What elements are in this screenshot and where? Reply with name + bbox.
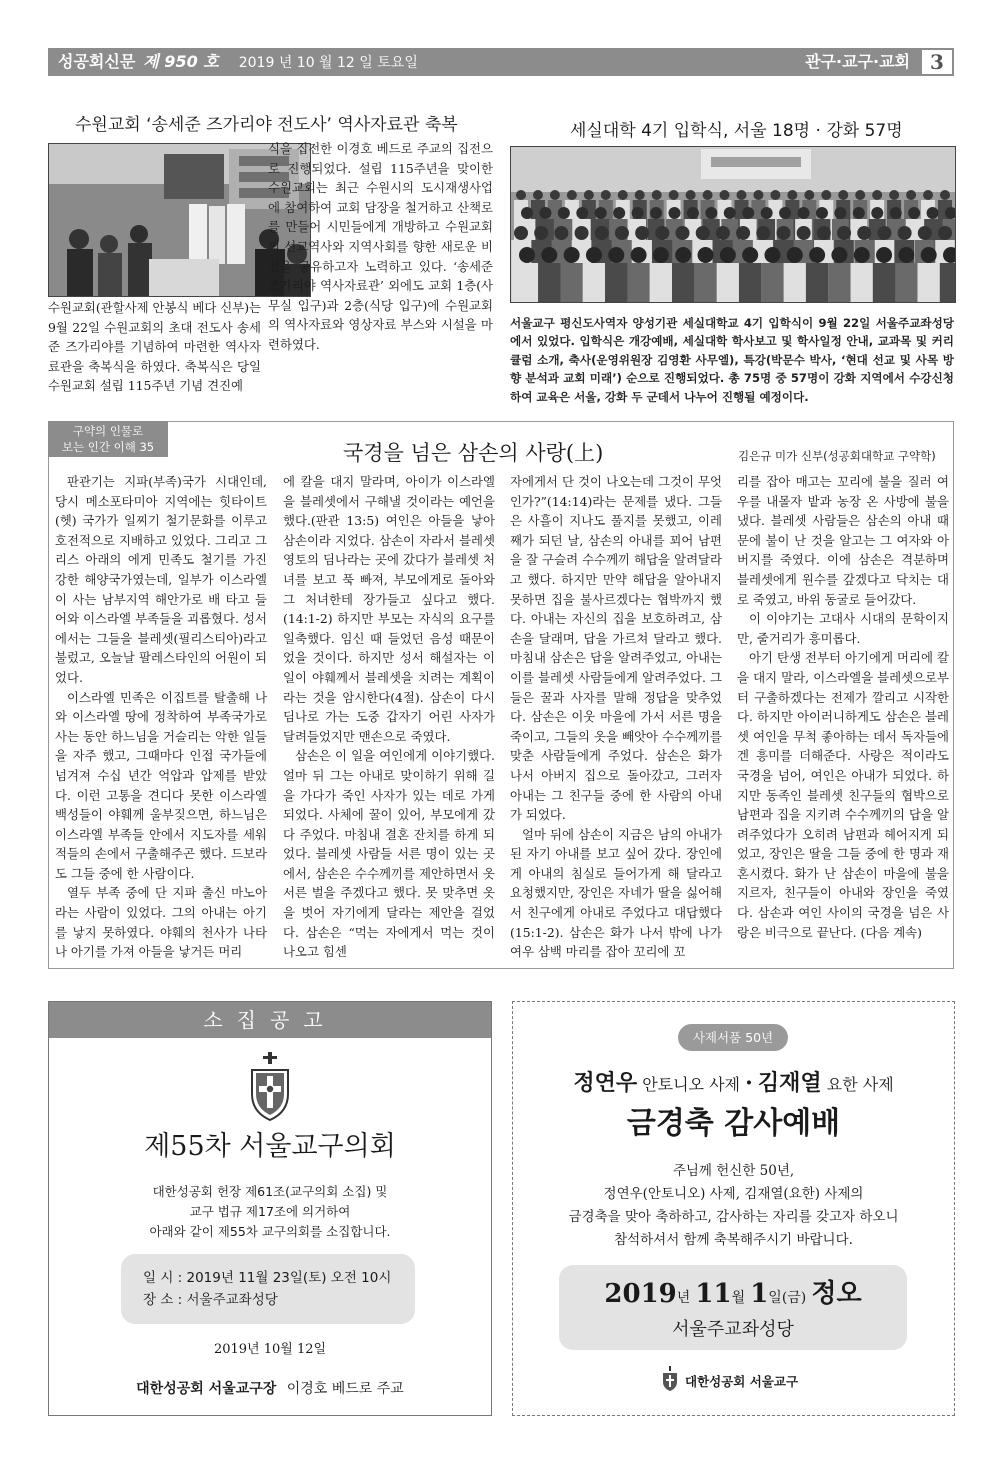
schedule-box [121,1254,415,1324]
series-tag-line2: 보는 인간 이해 35 [61,440,155,454]
article1-col2-text: 식을 집전한 이경호 베드로 주교의 집전으로 진행되었다. 설립 115주년을 맞이한 수원교회는 최근 수원시의 도시재생사업에 참여하여 교회 담장을 철거하고 산책로를 만들어 시민들에게 개방하고 수원교회의 선교역사와 지역사회를 향한 새로운 비전을 공유하고자 노력하고 있다. ‘송세준 즈가리야 역사자료관’ 외에도 교회 1층(사무실 입구)과 2층(식당 입구)에 수원교회의 역사자료와 영상자료 부스와 시설을 마련하였다. [268,141,493,352]
notice-header-bar: 소집공고 [49,1002,491,1038]
group-photo-image [511,147,955,302]
article3-column-1 [55,472,267,962]
article2-caption-box [510,314,954,406]
signature [49,1378,491,1398]
invitation-body: 주님께 헌신한 50년, 정연우(안토니오) 사제, 김재열(요한) 사제의 금경축을 맞아 축하하고, 감사하는 자리를 갖고자 하오니 참석하셔서 함께 축복해주시기 바랍니다. [568,1163,899,1248]
article3-column-3 [510,472,722,962]
cecil-college-photo [510,146,956,303]
paragraph: 판관기는 지파(부족)국가 시대인데, 당시 메소포타미아 지역에는 힛타이트(헷) 국가가 일찌기 철기문화를 이루고 호전적으로 지배하고 있었다. 그리고 그리스 아래의 에게 민족도 철기를 가진 강한 해양국가였는데, 일부가 이스라엘이 사는 남부지역 해안가로 배 타고 들어와 이스라엘 부족들을 괴롭혔다. 성서에서는 그들을 블레셋(필리스티아)라고 불렀고, 오늘날 팔레스타인의 어원이 되었다. [55,474,267,685]
service-date: 2019년 11월 1일(금) 정오 [604,1279,862,1309]
jubilee-invitation [512,1001,955,1416]
article3-author: 김은규 미가 신부(성공회대학교 구약학) [738,449,936,463]
article3-column-2 [283,472,495,962]
paragraph: 이스라엘 민족은 이집트를 탈출해 나와 이스라엘 땅에 정착하여 부족국가로 사는 동안 하느님을 거슬리는 악한 일들을 자주 했고, 그때마다 인접 국가들에 넘겨져 수십 년간 억압과 압제를 받았다. 이런 고통을 견디다 못한 이스라엘 백성들이 야훼께 울부짖으면, 하느님은 이스라엘 부족들 안에서 지도자를 세워 적들의 손에서 구출해주곤 했다. 드보라도 그들 중에 한 사람이다. [55,689,267,881]
article1-col1-text: 수원교회(관할사제 안봉식 베다 신부)는 9월 22일 수원교회의 초대 전도사 송세준 즈가리야를 기념하여 마련한 역사자료관을 축복식을 하였다. 축복식은 당일 수원교회 설립 115주년 기념 견진예 [48,300,261,394]
section-name: 관구·교구·교회 [805,52,910,71]
article1-col1 [48,298,261,396]
signature-name: 이경호 베드로 주교 [286,1381,404,1397]
service-title: 금경축 감사예배 [626,1106,841,1141]
series-tag-line1: 구약의 인물로 [72,424,144,438]
anglican-crest-icon [246,1052,294,1122]
paragraph: 이 이야기는 고대사 시대의 문학이지만, 줄거리가 흥미롭다. [737,611,949,646]
paragraph: 에 칼을 대지 말라며, 아이가 이스라엘을 블레셋에서 구해낼 것이라는 예언을 했다.(판관 13:5) 여인은 아들을 낳아 삼손이라 지었다. 삼손이 자라서 블레셋 영토의 딤나라는 곳에 갔다가 블레셋 처녀를 보고 푹 빠져, 부모에게로 돌아와 그 처녀한테 장가들고 싶다고 했다.(14:1-2) 하지만 부모는 자식의 요구를 일축했다. 임신 때 들었던 음성 때문이었을 것이다. 하지만 성서 해설자는 이 일이 야훼께서 블레셋을 치려는 계획이라는 것을 암시한다(4절). 삼손이 다시 딤나로 가는 도중 갑자기 어린 사자가 달려들었지만 맨손으로 죽였다. [283,474,495,744]
series-tag [48,421,168,457]
page-header [48,48,954,76]
notice-body: 대한성공회 헌장 제61조(교구의회 소집) 및 교구 법규 제17조에 의거하여 아래와 같이 제55차 교구의회를 소집합니다. [149,1184,391,1239]
paragraph: 얼마 뒤에 삼손이 지금은 남의 아내가 된 자기 아내를 보고 싶어 갔다. 장인에게 아내의 침실로 들어가게 해 달라고 요청했지만, 장인은 자네가 딸을 싫어해서 친구에게 아내로 주었다고 대답했다(15:1-2). 삼손은 화가 나서 밖에 나가 여우 삼백 마리를 잡아 꼬리에 꼬 [510,826,722,960]
article2-caption: 서울교구 평신도사역자 양성기관 세실대학교 4기 입학식이 9월 22일 서울주교좌성당에서 있었다. 입학식은 개강예배, 세실대학 학사보고 및 학사일정 안내, 교과목 및 커리큘럼 소개, 축사(운영위원장 김영환 사무엘), 특강(박문수 박사, ‘현대 선교 및 사목 방향 분석과 교회 미래’) 순으로 진행되었다. 총 75명 중 57명이 강화 지역에서 수강신청하여 교육은 서울, 강화 두 군데서 나누어 진행될 예정이다. [510,316,954,404]
header-left [58,48,418,76]
article3-column-4 [737,472,949,942]
paragraph: 리를 잡아 매고는 꼬리에 불을 질러 여우를 내몰자 밭과 농장 온 사방에 불을 냈다. 블레셋 사람들은 삼손의 아내 때문에 불이 난 것을 알고는 그 여자와 아버지를 죽였다. 이에 삼손은 격분하며 블레셋에게 원수를 갚겠다고 닥치는 대로 죽였고, 바위 동굴로 들어갔다. [737,474,949,607]
signature-org: 대한성공회 서울교구장 [136,1381,277,1397]
council-title: 제55차 서울교구의회 [144,1131,396,1162]
newspaper-name: 성공회신문 [58,52,136,71]
ordination-tag: 사제서품 50년 [678,1024,788,1051]
paragraph: 아기 탄생 전부터 아기에게 머리에 칼을 대지 말라, 이스라엘을 블레셋으로부터 구출하겠다는 전제가 깔리고 시작한다. 하지만 아이러니하게도 삼손은 블레셋 여인을 무척 좋아하는 데서 독자들에겐 흥미를 더해준다. 사랑은 적이라도 국경을 넘어, 여인은 아내가 되었다. 하지만 동족인 블레셋 친구들의 협박으로 남편과 집을 지키려 수수께끼의 답을 알려주었다가 오히려 남편과 헤어지게 되었고, 장인은 딸을 그들 중에 한 명과 재혼시켰다. 화가 난 삼손이 마을에 불을 지르자, 친구들이 아내와 장인을 죽였다. 삼손과 여인 사이의 국경을 넘은 사랑은 비극으로 끝난다. (다음 계속) [737,650,949,940]
priest-names: 정연우 안토니오 사제 · 김재열 요한 사제 [573,1070,894,1096]
issue-date: 2019 년 10 월 12 일 토요일 [238,55,418,71]
diocese-footer: 대한성공회 서울교구 [685,1374,799,1389]
service-datetime-box [559,1265,907,1350]
anglican-crest-icon [661,1366,679,1392]
paragraph: 열두 부족 중에 단 지파 출신 마노아라는 사람이 있었다. 그의 아내는 아기를 낳지 못하였다. 야훼의 천사가 나타나 아기를 가져 아들을 낳거든 머리 [55,885,267,960]
schedule-date: 일 시 : 2019년 11월 23일(토) 오전 10시 [143,1270,392,1286]
page-number: 3 [920,48,954,76]
article2-title: 세실대학 4기 입학식, 서울 18명 · 강화 57명 [570,121,903,141]
paragraph: 삼손은 이 일을 여인에게 이야기했다. 얼마 뒤 그는 아내로 맞이하기 위해 길을 가다가 죽인 사자가 있는 데로 가게 되었다. 사체에 꿀이 있어, 부모에게 갔다 주었다. 마침내 결혼 잔치를 하게 되었다. 블레셋 사람들 서른 명이 있는 곳에서, 삼손은 수수께끼를 제안하면서 옷 서른 벌을 주겠다고 했다. 못 맞추면 옷을 벗어 자기에게 달라는 제안을 걸었다. 삼손은 “먹는 자에게서 먹는 것이 나오고 힘센 [283,748,495,960]
paragraph: 자에게서 단 것이 나오는데 그것이 무엇인가?”(14:14)라는 문제를 냈다. 그들은 사흘이 지나도 풀지를 못했고, 이레째가 되던 날, 삼손의 아내를 꾀어 남편을 잘 구슬려 수수께끼 해답을 알려달라고 했다. 하지만 만약 해답을 알아내지 못하면 집을 불사르겠다는 협박까지 했다. 아내는 자신의 집을 보호하려고, 삼손을 달래며, 답을 가르쳐 달라고 했다. 마침내 삼손은 답을 알려주었고, 아내는 이를 블레셋 사람들에게 알려주었다. 그들은 꿀과 사자를 말해 정답을 맞추었다. 삼손은 이웃 마을에 가서 서른 명을 죽이고, 그들의 옷을 빼앗아 수수께끼를 맞춘 사람들에게 주었다. 삼손은 화가 나서 아버지 집으로 돌아갔고, 그러자 아내는 그 친구들 중에 한 사람의 아내가 되었다. [510,474,722,823]
issued-date: 2019년 10월 12일 [213,1342,327,1357]
article1-col2 [268,139,493,355]
article1-title: 수원교회 ‘송세준 즈가리야 전도사’ 역사자료관 축복 [75,115,458,135]
issue-number: 제 950 호 [143,52,219,71]
article3-title: 국경을 넘은 삼손의 사랑(上) [343,441,604,465]
service-place: 서울주교좌성당 [672,1319,794,1340]
convocation-notice [48,1001,492,1416]
schedule-place: 장 소 : 서울주교좌성당 [143,1292,278,1308]
